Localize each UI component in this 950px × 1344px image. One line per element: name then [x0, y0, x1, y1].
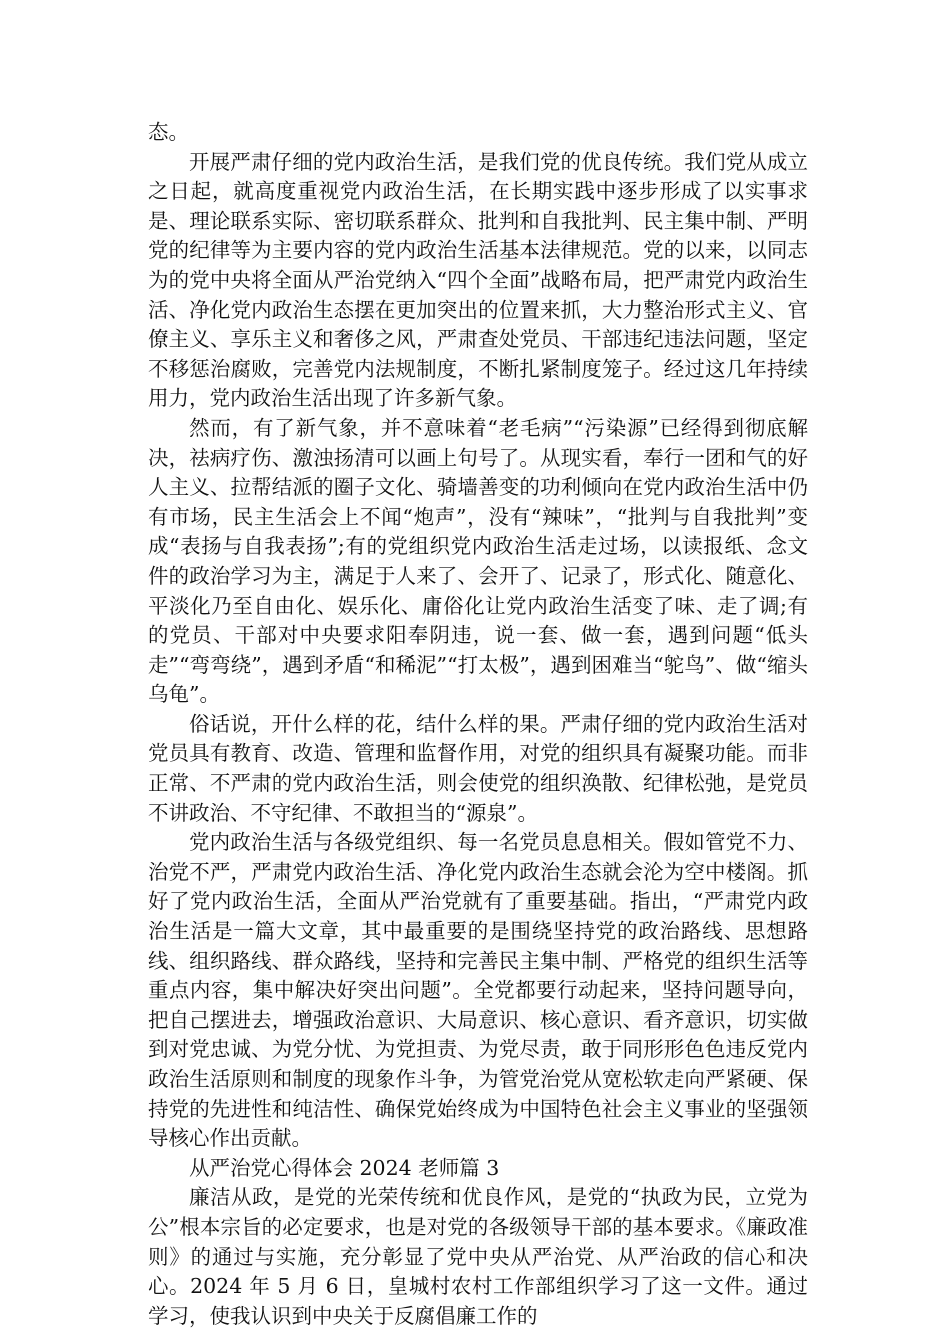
- paragraph-problems: 然而，有了新气象，并不意味着“老毛病”“污染源”已经得到彻底解决，祛病疗伤、激浊扬清可以画上句号了。从现实看，奉行一团和气的好人主义、拉帮结派的圈子文化、骑墙善变的功利倾向在党内政治生活中仍有市场，民主生活会上不闻“炮声”，没有“辣味”，“批判与自我批判”变成“表扬与自我表扬”;有的党组织党内政治生活走过场，以读报纸、念文件的政治学习为主，满足于人来了、会开了、记录了，形式化、随意化、平淡化乃至自由化、娱乐化、庸俗化让党内政治生活变了味、走了调;有的党员、干部对中央要求阳奉阴违，说一套、做一套，遇到问题“低头走”“弯弯绕”，遇到矛盾“和稀泥”“打太极”，遇到困难当“鸵鸟”、做“缩头乌龟”。: [148, 415, 808, 707]
- paragraph-tradition: 开展严肃仔细的党内政治生活，是我们党的优良传统。我们党从成立之日起，就高度重视党内政治生活，在长期实践中逐步形成了以实事求是、理论联系实际、密切联系群众、批判和自我批判、民主集中制、严明党的纪律等为主要内容的党内政治生活基本法律规范。党的以来，以同志为的党中央将全面从严治党纳入“四个全面”战略布局，把严肃党内政治生活、净化党内政治生态摆在更加突出的位置来抓，大力整治形式主义、官僚主义、享乐主义和奢侈之风，严肃查处党员、干部违纪违法问题，坚定不移惩治腐败，完善党内法规制度，不断扎紧制度笼子。经过这几年持续用力，党内政治生活出现了许多新气象。: [148, 149, 808, 411]
- paragraph-integrity: 廉洁从政，是党的光荣传统和优良作风，是党的“执政为民，立党为公”根本宗旨的必定要求，也是对党的各级领导干部的基本要求。《廉政准则》的通过与实施，充分彰显了党中央从严治党、从严治政的信心和决心。2024 年 5 月 6 日，皇城村农村工作部组织学习了这一文件。通过学习，使我认识到中央关于反腐倡廉工作的: [148, 1185, 808, 1328]
- document-body: [148, 118, 808, 1331]
- paragraph-action: 党内政治生活与各级党组织、每一名党员息息相关。假如管党不力、治党不严，严肃党内政治生活、净化党内政治生态就会沦为空中楼阁。抓好了党内政治生活，全面从严治党就有了重要基础。指出，“严肃党内政治生活是一篇大文章，其中最重要的是围绕坚持党的政治路线、思想路线、组织路线、群众路线，坚持和完善民主集中制、严格党的组织生活等重点内容，集中解决好突出问题”。全党都要行动起来，坚持问题导向，把自己摆进去，增强政治意识、大局意识、核心意识、看齐意识，切实做到对党忠诚、为党分忧、为党担责、为党尽责，敢于同形形色色违反党内政治生活原则和制度的现象作斗争，为管党治党从宽松软走向严紧硬、保持党的先进性和纯洁性、确保党始终成为中国特色社会主义事业的坚强领导核心作出贡献。: [148, 830, 808, 1151]
- paragraph-proverb: 俗话说，开什么样的花，结什么样的果。严肃仔细的党内政治生活对党员具有教育、改造、管理和监督作用，对党的组织具有凝聚功能。而非正常、不严肃的党内政治生活，则会使党的组织涣散、纪律松弛，是党员不讲政治、不守纪律、不敢担当的“源泉”。: [148, 711, 808, 825]
- paragraph-continuation: 态。: [148, 120, 189, 144]
- section-heading: 从严治党心得体会 2024 老师篇 3: [189, 1155, 500, 1180]
